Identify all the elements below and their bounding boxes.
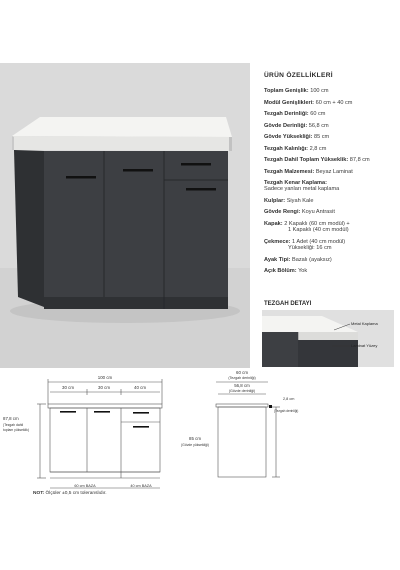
spec-doors: Kapak: 2 Kapaklı (60 cm modül) + 1 Kapaklı (40 cm modül)	[264, 220, 350, 234]
product-photo	[0, 63, 250, 368]
spec-edge: Tezgah Kenar Kaplama: Sadece yanları metal kaplama	[264, 180, 340, 193]
spec-top-material: Tezgah Malzemesi: Beyaz Laminat	[264, 168, 353, 175]
dim-w2: 30 cm	[98, 385, 110, 390]
spec-open-section: Açık Bölüm: Yok	[264, 268, 308, 275]
dim-total-height-note1: (Tezgah dahil	[3, 423, 24, 427]
spec-body-depth: Gövde Derinliği: 56,8 cm	[264, 122, 329, 129]
dim-total-width: 100 cm	[97, 375, 113, 380]
dim-top-thickness: 2,8 cm	[283, 397, 295, 401]
countertop-detail	[262, 310, 394, 367]
label-metal: Metal Kaplama	[351, 321, 378, 326]
spec-total-height: Tezgah Dahil Toplam Yükseklik: 87,8 cm	[264, 157, 370, 163]
spec-module-widths: Modül Genişlikleri: 60 cm + 40 cm	[264, 99, 353, 106]
dim-body-height-note: (Gövde yüksekliği)	[181, 443, 209, 447]
spec-drawer: Çekmece: 1 Adet (40 cm modül) Yüksekliği: 16 cm	[264, 238, 346, 252]
spec-body-color: Gövde Rengi: Koyu Antrasit	[264, 209, 335, 216]
dim-body-depth: 56,8 cm	[234, 383, 250, 388]
spec-top-depth: Tezgah Derinliği: 60 cm	[264, 111, 326, 117]
countertop-detail-illustration	[262, 310, 394, 367]
dim-top-thickness-note: (Tezgah derinliği)	[274, 409, 299, 413]
spec-total-width: Toplam Genişlik: 100 cm	[264, 88, 329, 94]
cabinet-illustration	[0, 63, 250, 368]
spec-body-height: Gövde Yüksekliği: 85 cm	[264, 134, 330, 140]
dim-top-depth: 60 cm	[236, 370, 248, 375]
dim-base1: 60 cm BAZA	[74, 484, 96, 488]
dim-w1: 30 cm	[62, 385, 74, 390]
specs-title: ÜRÜN ÖZELLİKLERİ	[264, 72, 333, 79]
dim-body-height: 85 cm	[189, 436, 201, 441]
technical-drawings	[0, 370, 400, 570]
dim-total-height: 87,8 cm	[3, 416, 19, 421]
dim-body-depth-note: (Gövde derinliği)	[228, 389, 256, 393]
product-specs	[264, 72, 398, 280]
dim-w3: 40 cm	[134, 385, 146, 390]
drawings-svg	[0, 370, 400, 570]
dim-total-height-note2: toplam yükseklik)	[3, 428, 30, 432]
spec-feet: Ayak Tipi: Bazalı (ayaksız)	[264, 256, 332, 263]
dim-top-depth-note: (Tezgah derinliği)	[228, 376, 256, 380]
spec-handles: Kulplar: Siyah Kale	[264, 197, 314, 204]
dim-base2: 40 cm BAZA	[130, 484, 152, 488]
spec-top-thickness: Tezgah Kalınlığı: 2,8 cm	[264, 145, 327, 152]
tolerance-note: NOT: Ölçüler ±0,5 cm toleranslıdır.	[33, 491, 107, 496]
label-laminate: Laminat Yüzey	[351, 343, 378, 348]
detail-title: TEZGAH DETAYI	[264, 301, 312, 307]
